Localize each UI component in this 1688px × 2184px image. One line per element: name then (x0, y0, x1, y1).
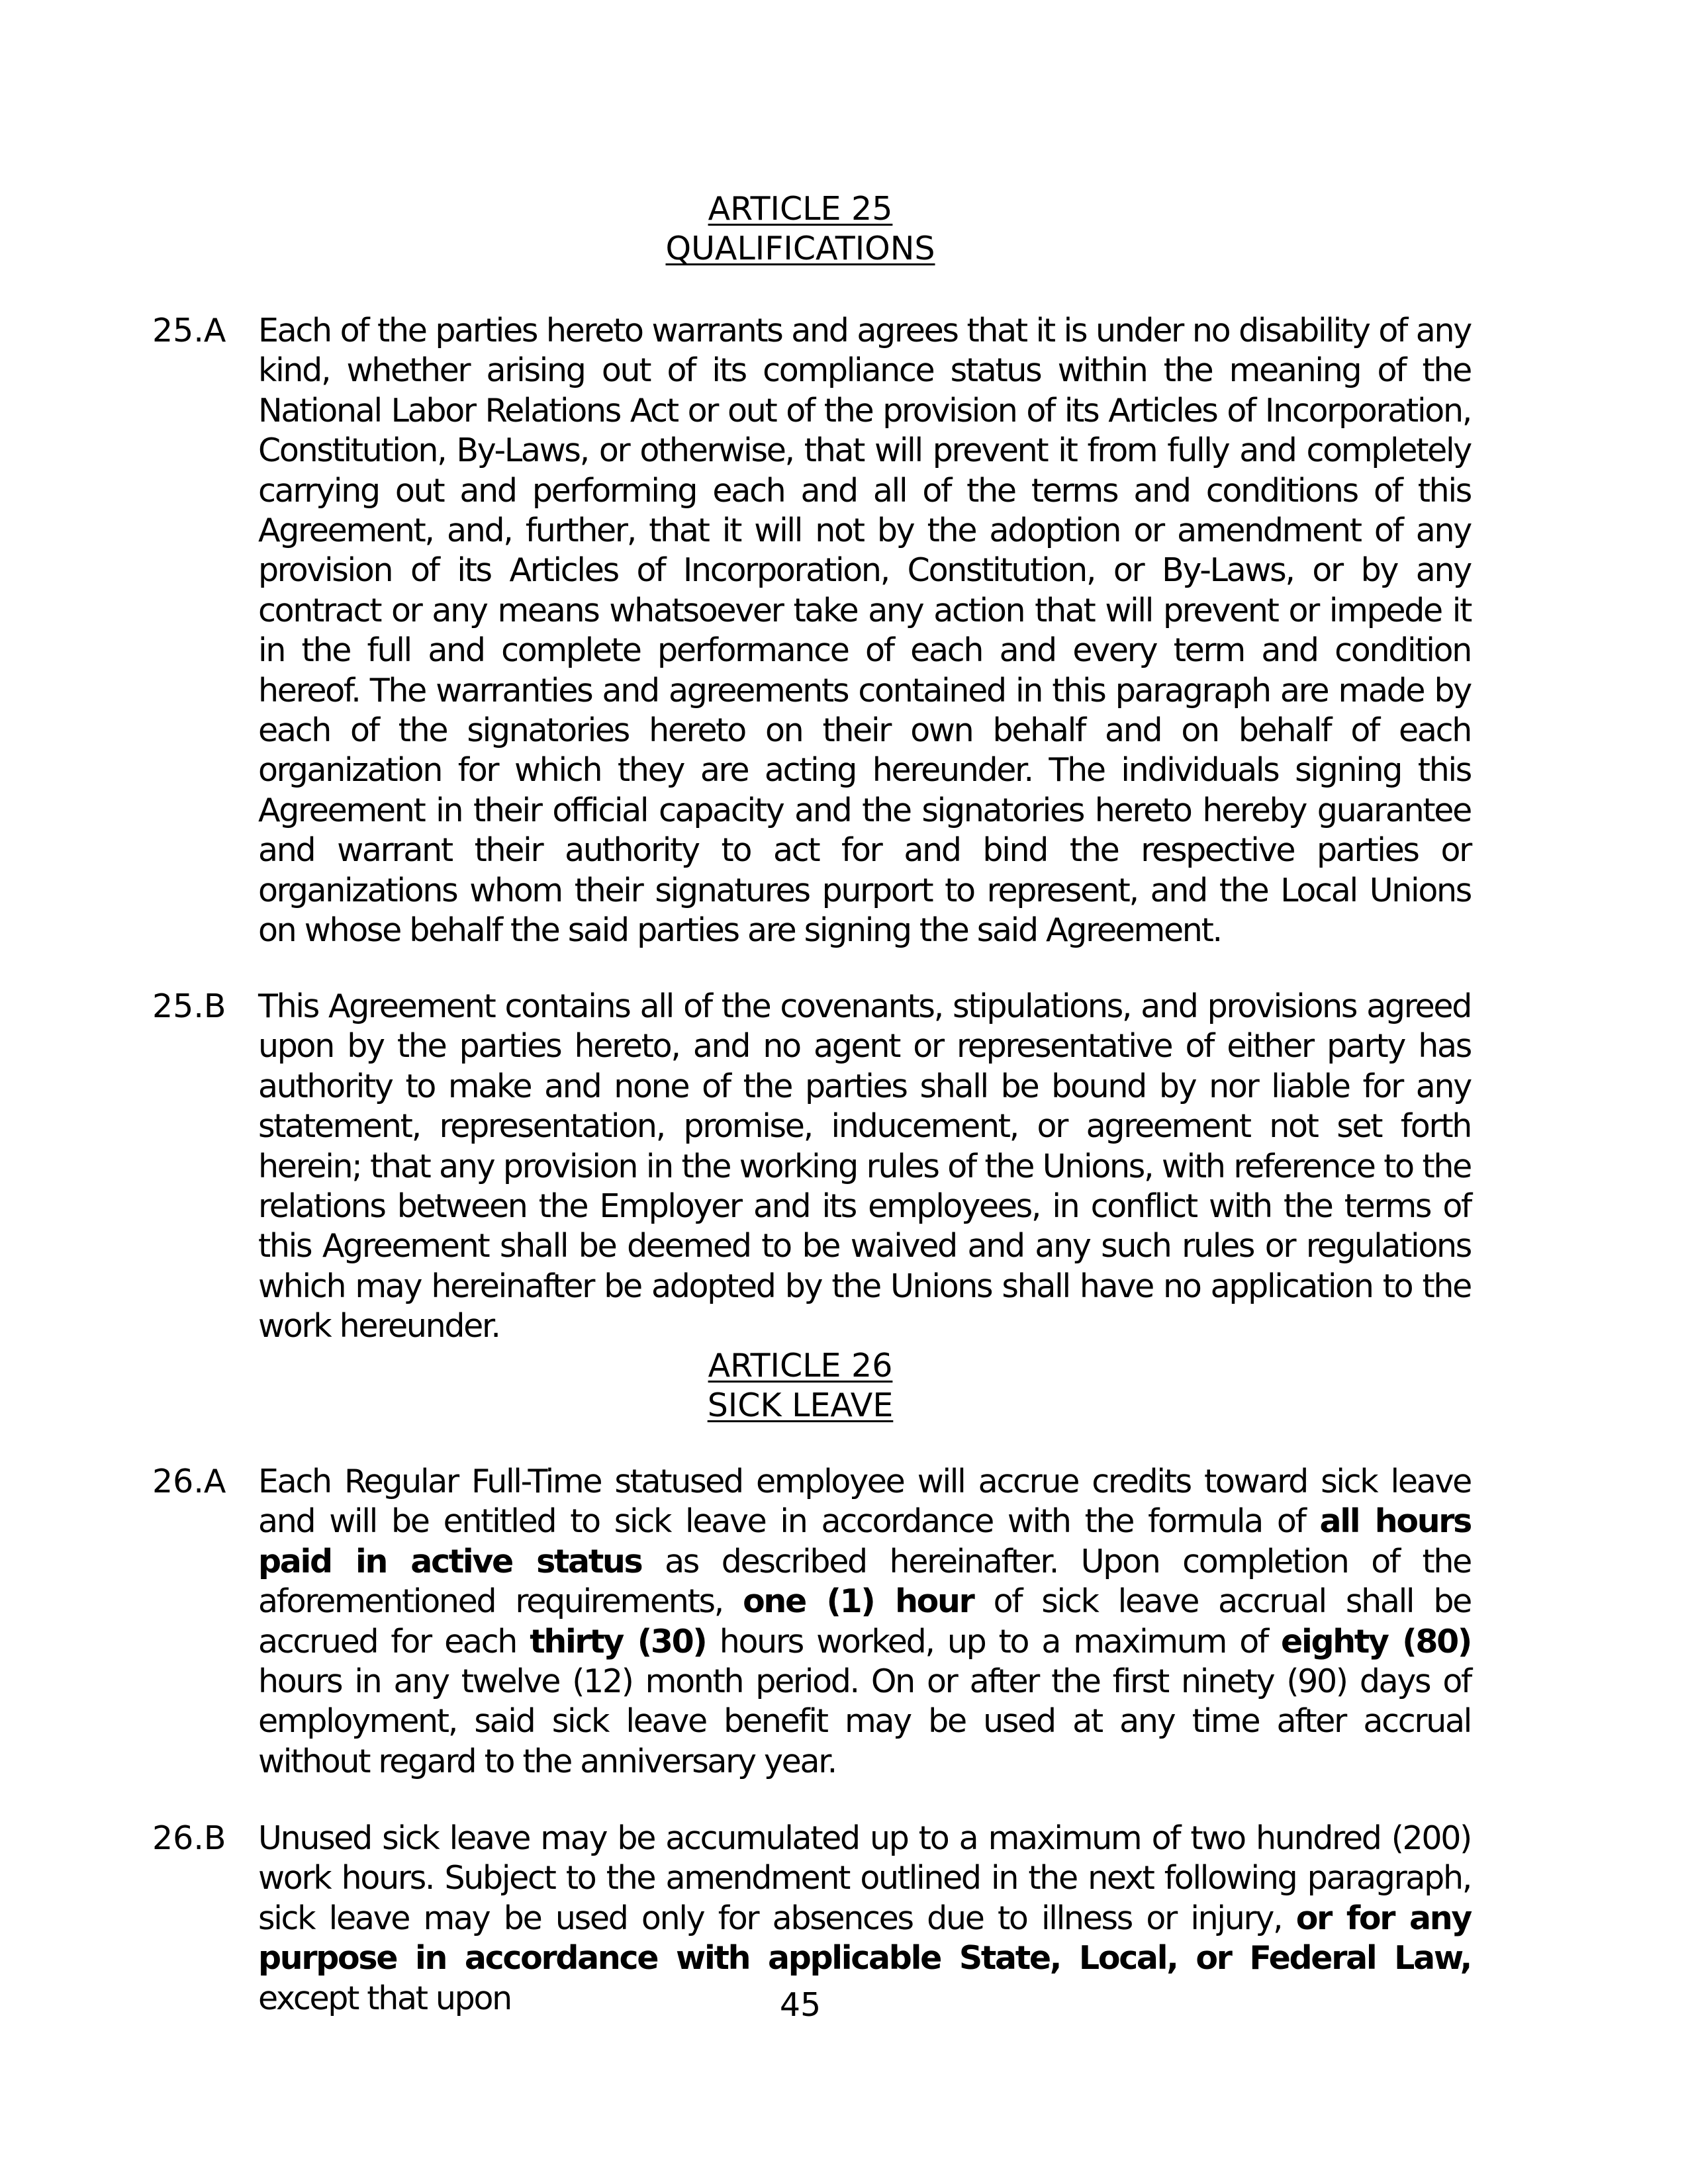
article-26-title: SICK LEAVE (707, 1387, 894, 1424)
section-number: 26.B (152, 1819, 226, 1857)
text-run: as described hereinafter. Upon completion of the aforementioned requirements, (258, 1542, 1472, 1621)
text-run: hours in any twelve (12) month period. On or after the first ninety (90) days of employment, said sick leave benefit may be used at any time after accrual without regard to the anniversary year. (258, 1662, 1471, 1780)
article-25-number: ARTICLE 25 (708, 190, 893, 228)
text-run: hours worked, up to a maximum of (706, 1622, 1282, 1661)
bold-run: eighty (80) (1281, 1622, 1472, 1661)
section-text: Each of the parties hereto warrants and agrees that it is under no disability of any kind, whether arising out of its compliance status within the meaning of the National Labor Relations Act or out of the provision of its Articles of Incorporation, Constitution, By-Laws, or otherwise, that will prevent it from fully and completely carrying out and performing each and all of the terms and conditions of this Agreement, and, further, that it will not by the adoption or amendment of any provision of its Articles of Incorporation, Constitution, or By-Laws, or by any contract or any means whatsoever take any action that will prevent or impede it in the full and complete performance of each and every term and condition hereof. The warranties and agreements contained in this paragraph are made by each of the signatories hereto on their own behalf and on behalf of each organization for which they are acting hereunder. The individuals signing this Agreement in their official capacity and the signatories hereto hereby guarantee and warrant their authority to act for and bind the respective parties or organizations whom their signatures purport to represent, and the Local Unions on whose behalf the said parties are signing the said Agreement. (258, 312, 1471, 950)
article-25-title: QUALIFICATIONS (665, 230, 935, 267)
text-run: Each Regular Full-Time statused employee will accrue credits toward sick leave and will be entitled to sick leave in accordance with the formula of (258, 1463, 1471, 1541)
text-run: Unused sick leave may be accumulated up to a maximum of two hundred (200) work hours. Subject to the amendment outlined in the next following paragraph, sick leave may be used only for absences due to illness or injury, (258, 1819, 1471, 1937)
section-number: 26.A (152, 1463, 226, 1500)
section-text: This Agreement contains all of the covenants, stipulations, and provisions agreed upon by the parties hereto, and no agent or representative of either party has authority to make and none of the parties shall be bound by nor liable for any statement, representation, promise, inducement, or agreement not set forth herein; that any provision in the working rules of the Unions, with reference to the relations between the Employer and its employees, in conflict with the terms of this Agreement shall be deemed to be waived and any such rules or regulations which may hereinafter be adopted by the Unions shall have no application to the work hereunder. (258, 987, 1471, 1345)
text-run: except that upon (258, 1979, 511, 2017)
bold-run: all hours paid in active status (258, 1502, 1472, 1580)
page-number: 45 (779, 1986, 821, 2024)
bold-run: one (1) hour (743, 1582, 974, 1621)
bold-run: or for any purpose in accordance with applicable State, Local, or Federal Law, (258, 1899, 1471, 1978)
section-number: 25.B (152, 987, 226, 1025)
section-number: 25.A (152, 312, 226, 349)
article-26-heading (0, 1346, 1601, 1426)
article-25-heading (0, 189, 1601, 269)
text-run: of sick leave accrual shall be accrued for each (258, 1582, 1471, 1661)
bold-run: thirty (30) (530, 1622, 706, 1661)
section-text (258, 1462, 1471, 1782)
article-26-number: ARTICLE 26 (708, 1347, 893, 1385)
